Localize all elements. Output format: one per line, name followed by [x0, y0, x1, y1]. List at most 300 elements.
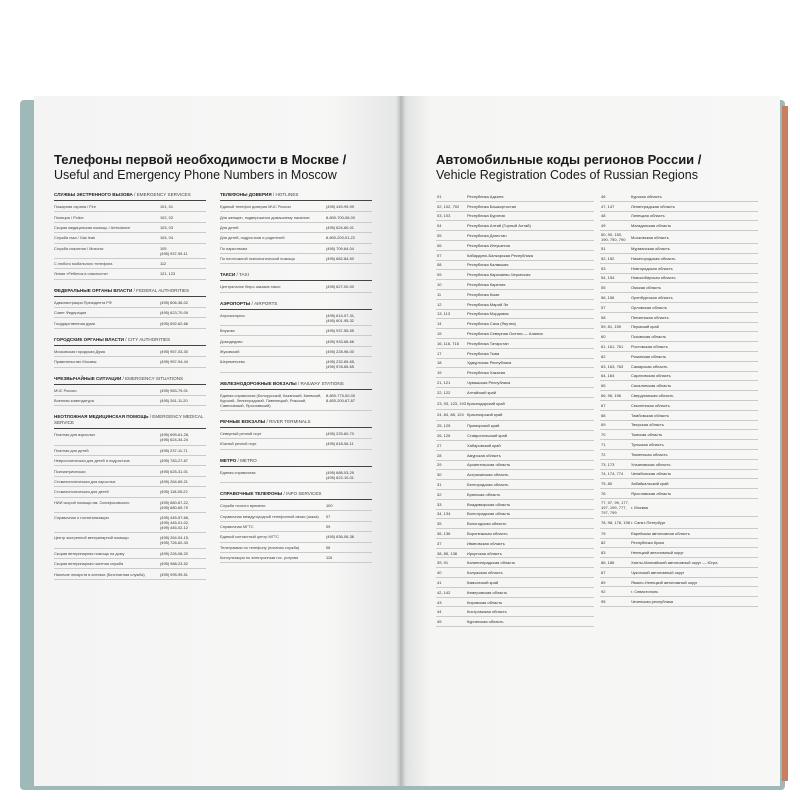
- region-code: 45: [437, 619, 442, 625]
- service-name: По наркотикам: [220, 245, 247, 251]
- region-name: Республика Калмыкия: [467, 262, 509, 268]
- phone-row: [54, 259, 206, 269]
- region-name: Ханты-Мансийский автономный округ — Югра: [631, 559, 718, 565]
- phone-section: [54, 192, 206, 280]
- region-row: [436, 349, 594, 359]
- service-name: Южный речной порт: [220, 441, 257, 447]
- region-row: [600, 293, 758, 303]
- region-code: 95: [601, 599, 606, 605]
- region-name: Хабаровский край: [467, 442, 501, 448]
- section-heading-ru: РЕЧНЫЕ ВОКЗАЛЫ: [220, 418, 266, 424]
- service-name: Единая справочная: [220, 469, 256, 475]
- phone-row: [220, 202, 372, 212]
- service-name: Скорая ветеринарная помощь на дому: [54, 550, 125, 556]
- section-heading-ru: ТЕЛЕФОНЫ ДОВЕРИЯ: [220, 192, 272, 197]
- phone-row: [220, 311, 372, 326]
- region-name: Белгородская область: [467, 482, 509, 487]
- phone-row: [54, 233, 206, 243]
- phone-column-1: [54, 184, 206, 580]
- phone-row: [54, 386, 206, 396]
- region-row: [600, 489, 758, 499]
- phone-number: 101, 01: [160, 204, 173, 210]
- region-row: [600, 303, 758, 313]
- region-row: [600, 381, 758, 391]
- phone-row: [220, 511, 372, 521]
- phone-number: (495) 623-70-09: [160, 310, 188, 316]
- region-name: Мурманская область: [631, 246, 670, 252]
- region-code: 07: [437, 252, 442, 258]
- phone-number: 8-800-775-00-00 8-800-200-67-87: [326, 392, 355, 403]
- region-code: 49: [601, 223, 606, 229]
- region-code: 30: [437, 472, 442, 478]
- region-name: Чеченская республика: [631, 599, 674, 605]
- region-row: [436, 300, 594, 310]
- service-name: Единая справочная (Белорусский, Казанский, Киевский, Курский, Ленинградский, Павелецкий, Рижский, Савеловский, Ярославский): [220, 392, 322, 408]
- phone-row: [220, 223, 372, 233]
- phone-number: (495) 627-00-00: [326, 284, 354, 290]
- region-name: Калужская область: [467, 570, 503, 576]
- region-name: Алтайский край: [467, 389, 497, 395]
- phone-row: [220, 543, 372, 553]
- section-heading-en: / TAXI: [235, 272, 249, 278]
- phone-row: [54, 357, 206, 367]
- region-code: 01: [437, 193, 442, 199]
- region-row: [436, 470, 594, 480]
- service-name: Наличие лекарств в аптеках (Бесплатная служба): [54, 571, 145, 577]
- region-name: Оренбургская область: [631, 295, 673, 301]
- phone-number: 8-800-700-06-00: [326, 214, 355, 220]
- service-name: Справочная о госпитализации: [54, 515, 109, 521]
- phone-row: [220, 326, 372, 336]
- region-row: [600, 421, 758, 431]
- region-name: Республика Крым: [631, 540, 664, 546]
- region-code: 10: [437, 282, 442, 288]
- service-name: Полиция / Police: [54, 214, 84, 220]
- region-name: Тамбовская область: [631, 412, 669, 418]
- region-row: [436, 251, 594, 261]
- phone-row: [54, 347, 206, 357]
- region-name: Республика Мордовия: [467, 311, 509, 317]
- region-name: Чувашская Республика: [467, 380, 511, 386]
- region-row: [600, 352, 758, 362]
- phone-row: [220, 357, 372, 372]
- phone-number: (495) 682-84-50: [326, 256, 354, 262]
- region-code: 18: [437, 360, 442, 366]
- region-code: 04: [437, 223, 442, 229]
- service-name: Служба спасения / Moscow: [54, 245, 104, 251]
- phone-number: (495) 957-94-44: [160, 359, 188, 365]
- service-name: Жуковский: [220, 348, 240, 354]
- section-heading-en: / AIRPORTS: [250, 300, 278, 306]
- region-name: Кировская область: [467, 599, 503, 605]
- phone-number: 8-800-200-01-22: [326, 235, 355, 241]
- region-name: Курская область: [631, 193, 662, 199]
- region-row: [600, 332, 758, 342]
- region-row: [600, 470, 758, 480]
- region-row: [436, 598, 594, 608]
- region-code: 71: [601, 442, 606, 448]
- region-code: 37: [437, 540, 442, 546]
- region-code: 76: [601, 491, 606, 496]
- region-code: 16, 116, 716: [437, 340, 459, 346]
- region-name: Липецкая область: [631, 213, 665, 219]
- region-name: Республика Тыва: [467, 350, 500, 356]
- region-code: 40: [437, 570, 442, 576]
- service-name: Скорая медицинская помощь / Ambulance: [54, 224, 131, 230]
- region-code: 21, 121: [437, 380, 451, 386]
- region-code: 41: [437, 579, 442, 585]
- phone-row: [54, 202, 206, 212]
- region-name: Астраханская область: [467, 472, 509, 478]
- region-name: Свердловская область: [631, 393, 674, 399]
- region-row: [600, 313, 758, 323]
- region-row: [600, 460, 758, 470]
- phone-number: (495) 699-61-28, (495) 624-34-24: [160, 432, 189, 443]
- region-name: Вологодская область: [467, 521, 507, 527]
- region-name: Республика Хакасия: [467, 370, 506, 376]
- region-code: 72: [601, 451, 606, 457]
- region-name: Кемеровская область: [467, 589, 508, 595]
- region-code: 92: [601, 589, 606, 595]
- phone-section-heading: [54, 288, 206, 297]
- section-heading-en: / EMERGENCY SITUATIONS: [121, 375, 184, 381]
- phone-row: [54, 513, 206, 533]
- region-code: 51: [601, 246, 606, 252]
- service-name: Для детей: [220, 224, 239, 230]
- region-row: [436, 529, 594, 539]
- region-code: 83: [601, 550, 606, 556]
- service-name: Для детей, подростков и родителей: [220, 235, 285, 241]
- region-name: Республика Марий Эл: [467, 301, 509, 307]
- region-name: Новосибирская область: [631, 275, 676, 281]
- phone-number: (495) 983-79-01: [160, 387, 188, 393]
- region-name: Чукотский автономный округ: [631, 569, 685, 575]
- phone-row: [54, 533, 206, 548]
- region-name: Удмуртская Республика: [467, 360, 512, 366]
- region-name: Брянская область: [467, 491, 501, 497]
- phone-section: [54, 376, 206, 407]
- region-name: Тверская область: [631, 422, 664, 428]
- region-name: Сахалинская область: [631, 383, 672, 389]
- region-name: Республика Коми: [467, 291, 500, 297]
- region-code: 75, 80: [601, 481, 613, 487]
- section-heading-ru: СЛУЖБЫ ЭКСТРЕННОГО ВЫЗОВА: [54, 192, 133, 197]
- region-row: [436, 441, 594, 451]
- region-row: [436, 221, 594, 231]
- service-name: Единый контактный центр МГТС: [220, 534, 279, 540]
- service-name: По неотложной психологической помощи: [220, 256, 295, 262]
- region-row: [436, 378, 594, 388]
- region-name: Камчатский край: [467, 579, 499, 585]
- service-name: Государственная дума: [54, 320, 95, 326]
- region-name: Волгоградская область: [467, 511, 511, 517]
- phone-row: [220, 532, 372, 542]
- region-name: Республика Северная Осетия — Алания: [467, 331, 543, 337]
- region-code: 13, 113: [437, 311, 451, 317]
- phone-row: [220, 233, 372, 243]
- phone-number: (495) 995-99-51: [160, 571, 188, 577]
- service-name: Центральное бюро заказов такси: [220, 284, 281, 290]
- region-code: 26, 126: [437, 433, 451, 439]
- region-code: 62: [601, 353, 606, 359]
- region-name: Ярославская область: [631, 491, 672, 496]
- region-row: [600, 411, 758, 421]
- phone-number: 115: [326, 555, 333, 561]
- phone-row: [220, 439, 372, 449]
- phone-section: [220, 192, 372, 264]
- region-row: [600, 323, 758, 333]
- phone-row: [54, 549, 206, 559]
- phone-row: [220, 553, 372, 563]
- region-row: [600, 372, 758, 382]
- phone-section: [220, 419, 372, 450]
- region-name: Ненецкий автономный округ: [631, 550, 684, 556]
- region-code: 55: [601, 285, 606, 291]
- section-heading-en: / CITY AUTHORITIES: [123, 336, 171, 342]
- region-code: 12: [437, 301, 442, 307]
- region-row: [600, 231, 758, 244]
- section-heading-ru: ЧРЕЗВЫЧАЙНЫЕ СИТУАЦИИ: [54, 375, 122, 381]
- region-name: Республика Дагестан: [467, 233, 507, 239]
- region-name: Костромская область: [467, 609, 507, 615]
- left-page-title-en: Useful and Emergency Phone Numbers in Moscow: [54, 168, 337, 182]
- region-row: [436, 421, 594, 431]
- section-heading-en: / RAILWAY STATIONS: [296, 380, 344, 386]
- phone-number: (495) 237-11-71: [160, 447, 188, 453]
- region-name: Забайкальский край: [631, 481, 669, 487]
- section-heading-ru: СПРАВОЧНЫЕ ТЕЛЕФОНЫ: [220, 491, 283, 496]
- phone-row: [54, 318, 206, 328]
- region-row: [600, 568, 758, 578]
- region-row: [436, 410, 594, 422]
- phone-number: (495) 445-57-66, (495) 445-01-02, (499) 445-02-12: [160, 515, 189, 531]
- phone-number: (495) 692-62-66: [160, 320, 188, 326]
- region-row: [436, 588, 594, 598]
- region-code: 52, 152: [601, 255, 615, 261]
- region-name: Ямало-Ненецкий автономный округ: [631, 579, 698, 585]
- region-codes-column-1: [436, 192, 594, 627]
- phone-number: 07: [326, 513, 331, 519]
- region-name: Республика Карачаево-Черкессия: [467, 272, 531, 278]
- region-name: Ивановская область: [467, 540, 505, 546]
- right-page: [400, 96, 780, 786]
- region-code: 73, 173: [601, 461, 615, 467]
- region-code: 17: [437, 350, 442, 356]
- service-name: Телеграммы по телефону (платная служба): [220, 544, 300, 550]
- phone-row: [220, 254, 372, 264]
- region-row: [600, 274, 758, 284]
- phone-number: (495) 614-07-31, (495) 601-95-32: [326, 312, 355, 323]
- region-name: Республика Карелия: [467, 282, 506, 288]
- region-name: Псковская область: [631, 334, 667, 340]
- phone-row: [220, 282, 372, 292]
- region-name: Ставропольский край: [467, 433, 507, 439]
- region-code: 56, 156: [601, 295, 615, 301]
- region-row: [436, 368, 594, 378]
- phone-row: [54, 477, 206, 487]
- region-code: 87: [601, 569, 606, 575]
- region-row: [600, 479, 758, 489]
- region-row: [436, 607, 594, 617]
- phone-number: (495) 624-60-01: [326, 224, 354, 230]
- phone-number: 112: [160, 261, 167, 267]
- region-code: 70: [601, 432, 606, 438]
- service-name: Центр экстренной ветеринарной помощи: [54, 535, 129, 541]
- region-row: [600, 539, 758, 549]
- phone-number: (495) 957-03-30: [160, 348, 188, 354]
- phone-row: [54, 456, 206, 466]
- section-heading-ru: МЕТРО: [220, 457, 237, 463]
- region-name: Нижегородская область: [631, 255, 676, 261]
- region-code: 36, 136: [437, 530, 451, 536]
- phone-row: [220, 468, 372, 483]
- phone-row: [220, 501, 372, 511]
- region-name: Тюменская область: [631, 451, 668, 457]
- region-code: 69: [601, 422, 606, 428]
- phone-number: 102, 02: [160, 214, 173, 220]
- phone-row: [220, 429, 372, 439]
- section-heading-en: / RIVER TERMINALS: [265, 418, 311, 424]
- phone-row: [220, 336, 372, 346]
- phone-number: (495) 264-69-21: [160, 478, 188, 484]
- region-code: 79: [601, 530, 606, 536]
- phone-section-heading: [220, 301, 372, 310]
- phone-section: [220, 491, 372, 563]
- phone-row: [54, 487, 206, 497]
- phone-row: [220, 244, 372, 254]
- service-name: Психиатрическая: [54, 468, 86, 474]
- left-page-title-ru: Телефоны первой необходимости в Москве /: [54, 152, 347, 167]
- region-row: [600, 244, 758, 254]
- phone-row: [54, 212, 206, 222]
- phone-section: [220, 301, 372, 373]
- phone-section: [220, 458, 372, 483]
- phone-row: [54, 244, 206, 259]
- section-heading-en: / EMERGENCY MEDICAL SERVICE: [54, 414, 204, 426]
- region-row: [600, 558, 758, 568]
- phone-number: (495) 225-60-70: [326, 431, 354, 437]
- region-row: [600, 283, 758, 293]
- phone-section-heading: [220, 419, 372, 428]
- service-name: Служба газа / Gas leak: [54, 235, 96, 241]
- region-row: [436, 212, 594, 222]
- phone-number: 06: [326, 544, 331, 550]
- phone-section-heading: [54, 414, 206, 429]
- service-name: Стоматологическая для взрослых: [54, 478, 116, 484]
- service-name: Домодедово: [220, 338, 243, 344]
- phone-section-heading: [54, 337, 206, 346]
- region-code: 02, 102, 702: [437, 203, 460, 209]
- service-name: Линия «Ребенок в опасности»: [54, 271, 109, 277]
- region-row: [600, 221, 758, 231]
- section-heading-ru: АЭРОПОРТЫ: [220, 300, 251, 306]
- region-code: 06: [437, 242, 442, 248]
- right-page-title-en: Vehicle Registration Codes of Russian Regions: [436, 168, 698, 182]
- region-code: 29: [437, 462, 442, 468]
- region-name: Калининградская область: [467, 560, 516, 566]
- region-name: Владимирская область: [467, 501, 511, 507]
- region-name: г. Севастополь: [631, 589, 659, 595]
- region-row: [436, 231, 594, 241]
- region-code: 77, 97, 99, 177, 197, 199, 777, 797, 799: [601, 499, 629, 515]
- service-name: Справочная междугородной телефонной связи (заказ): [220, 513, 319, 519]
- region-name: Кабардино-Балкарская Республика: [467, 252, 533, 258]
- region-row: [600, 529, 758, 539]
- region-code: 59, 81, 159: [601, 324, 622, 330]
- service-name: Пожарная охрана / Fire: [54, 204, 96, 210]
- region-row: [436, 398, 594, 410]
- region-name: г. Санкт-Петербург: [631, 519, 666, 525]
- phone-section: [54, 288, 206, 329]
- phone-number: 09: [326, 523, 331, 529]
- phone-row: [220, 212, 372, 222]
- region-code: 48: [601, 213, 606, 219]
- section-heading-en: / HOTLINES: [271, 192, 299, 197]
- region-code: 19: [437, 370, 442, 376]
- region-row: [600, 517, 758, 529]
- region-code: 86, 186: [601, 559, 615, 565]
- phone-number: (495) 988-23-52: [160, 561, 188, 567]
- region-row: [436, 539, 594, 549]
- phone-number: 103, 03: [160, 224, 173, 230]
- service-name: Правительство Москвы: [54, 359, 97, 365]
- phone-section: [54, 337, 206, 368]
- phone-number: 104, 04: [160, 235, 173, 241]
- region-code: 08: [437, 262, 442, 268]
- region-row: [436, 500, 594, 510]
- right-page-title-ru: Автомобильные коды регионов России /: [436, 152, 702, 167]
- region-name: Еврейская автономная область: [631, 530, 690, 536]
- region-row: [436, 510, 594, 520]
- service-name: Платная для взрослых: [54, 432, 96, 438]
- region-name: г. Москва: [631, 504, 648, 510]
- region-code: 64, 164: [601, 373, 615, 379]
- region-name: Воронежская область: [467, 530, 508, 536]
- phone-number: 105 (495) 937-99-11: [160, 245, 188, 256]
- region-name: Республика Бурятия: [467, 213, 505, 219]
- phone-row: [54, 269, 206, 279]
- phone-section-heading: [220, 272, 372, 281]
- region-row: [436, 578, 594, 588]
- region-code: 82: [601, 540, 606, 546]
- region-code: 54, 154: [601, 275, 615, 281]
- region-name: Курганская область: [467, 619, 504, 625]
- service-name: Неврологическая для детей и подростков: [54, 458, 130, 464]
- region-code: 14: [437, 321, 442, 327]
- region-code: 25, 125: [437, 423, 451, 429]
- region-row: [436, 388, 594, 398]
- phone-number: (495) 449-99-99: [326, 204, 354, 210]
- region-row: [436, 451, 594, 461]
- region-row: [436, 241, 594, 251]
- region-name: Ульяновская область: [631, 461, 671, 467]
- region-name: Приморский край: [467, 423, 500, 429]
- service-name: Шереметьево: [220, 359, 245, 365]
- phone-row: [54, 308, 206, 318]
- region-name: Смоленская область: [631, 402, 670, 408]
- phone-section-heading: [220, 192, 372, 201]
- region-row: [600, 401, 758, 411]
- region-code: 03, 103: [437, 213, 451, 219]
- region-row: [436, 339, 594, 349]
- region-row: [600, 212, 758, 222]
- phone-section-heading: [54, 376, 206, 385]
- region-row: [600, 391, 758, 401]
- service-name: МЧС России: [54, 387, 77, 393]
- service-name: Московская городская Дума: [54, 348, 105, 354]
- region-code: 68: [601, 412, 606, 418]
- region-row: [600, 440, 758, 450]
